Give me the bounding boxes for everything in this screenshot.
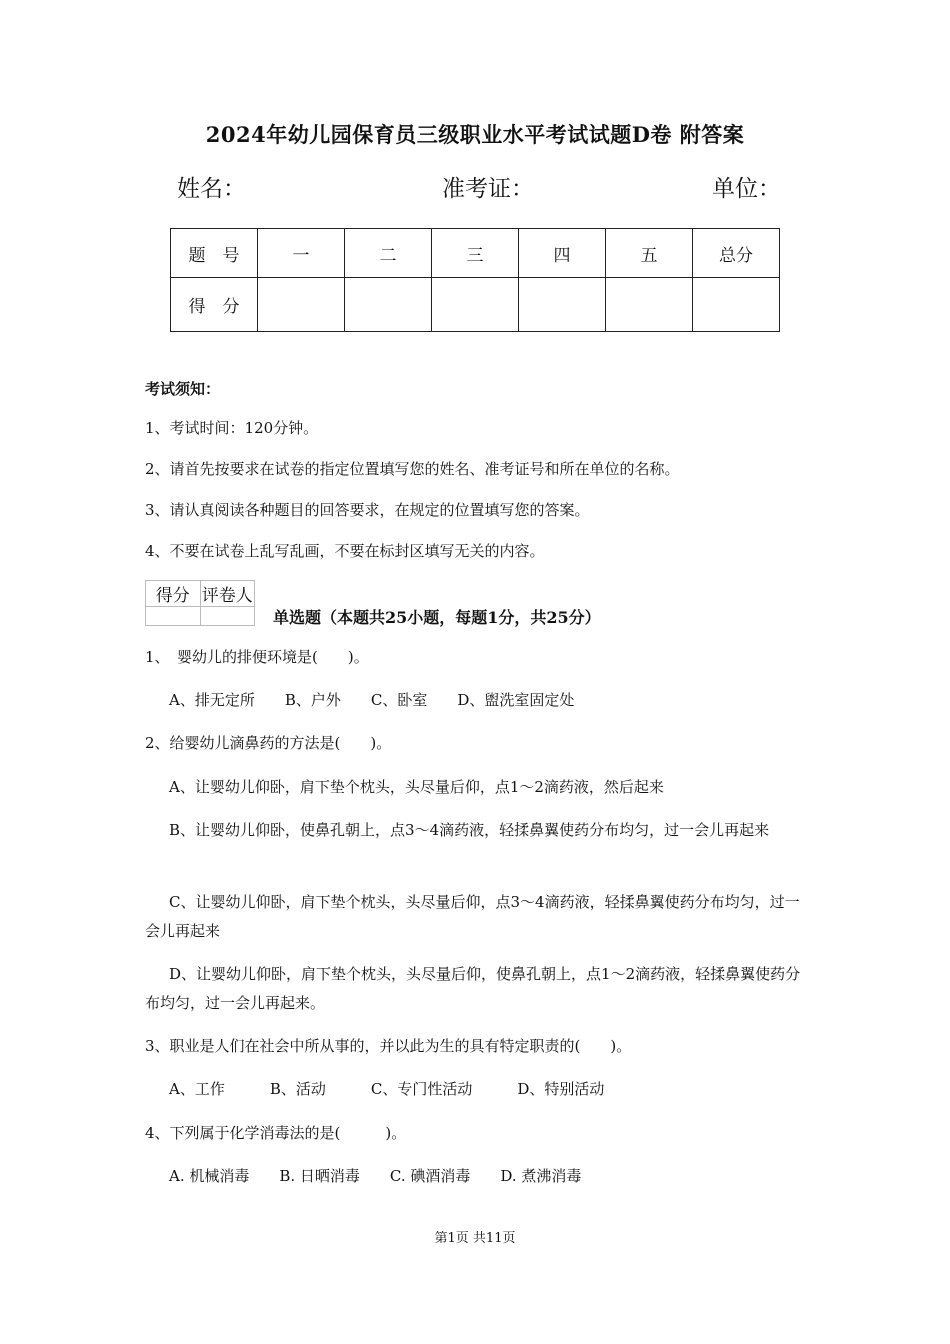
score-table-header-row: [171, 229, 780, 278]
question-option: D、让婴幼儿仰卧，肩下垫个枕头，头尽量后仰，使鼻孔朝上，点1～2滴药液，轻揉鼻翼使药分布均匀，过一会儿再起来。: [145, 965, 801, 1012]
notice-item: 2、请首先按要求在试卷的指定位置填写您的姓名、准考证号和所在单位的名称。: [145, 460, 680, 478]
grader-name-cell[interactable]: [200, 607, 255, 626]
score-cell[interactable]: [693, 278, 780, 332]
grader-name-label: 评卷人: [200, 581, 255, 607]
exam-id-field-label: 准考证：: [442, 176, 534, 202]
score-table-header-cell: 四: [519, 229, 606, 278]
score-cell[interactable]: [432, 278, 519, 332]
question-options: A、排无定所 B、户外 C、卧室 D、盥洗室固定处: [169, 691, 575, 709]
question-options: A. 机械消毒 B. 日晒消毒 C. 碘酒消毒 D. 煮沸消毒: [169, 1167, 582, 1185]
score-row-label: 得 分: [171, 278, 258, 332]
score-table-header-cell: 题 号: [171, 229, 258, 278]
question-stem: 2、给婴幼儿滴鼻药的方法是( )。: [145, 734, 392, 752]
question-option: C、让婴幼儿仰卧，肩下垫个枕头，头尽量后仰，点3～4滴药液，轻揉鼻翼使药分布均匀，过一会儿再起来: [145, 893, 800, 940]
score-table-header-cell: 二: [345, 229, 432, 278]
notice-item: 4、不要在试卷上乱写乱画，不要在标封区填写无关的内容。: [145, 542, 545, 560]
question-options: A、工作 B、活动 C、专门性活动 D、特别活动: [169, 1080, 605, 1098]
question-option: B、让婴幼儿仰卧，使鼻孔朝上，点3～4滴药液，轻揉鼻翼使药分布均匀，过一会儿再起来: [169, 821, 770, 839]
document-title: 2024年幼儿园保育员三级职业水平考试试题D卷 附答案: [205, 122, 745, 147]
question-stem: 1、 婴幼儿的排便环境是( )。: [145, 648, 369, 666]
notice-item: 1、考试时间：120分钟。: [145, 419, 319, 437]
score-table-header-cell: 五: [606, 229, 693, 278]
page-footer: 第1页 共11页: [434, 1231, 516, 1246]
grader-box: [145, 580, 255, 626]
grader-score-label: 得分: [146, 581, 201, 607]
score-cell[interactable]: [519, 278, 606, 332]
score-table-header-cell: 总分: [693, 229, 780, 278]
score-table-header-cell: 三: [432, 229, 519, 278]
score-table-header-cell: 一: [258, 229, 345, 278]
notice-item: 3、请认真阅读各种题目的回答要求，在规定的位置填写您的答案。: [145, 501, 590, 519]
question-option: A、让婴幼儿仰卧，肩下垫个枕头，头尽量后仰，点1～2滴药液，然后起来: [169, 778, 664, 796]
unit-field-label: 单位：: [712, 176, 781, 202]
question-stem: 3、职业是人们在社会中所从事的，并以此为生的具有特定职责的( )。: [145, 1037, 632, 1055]
notice-heading: 考试须知：: [145, 380, 221, 398]
score-table: [170, 228, 780, 332]
score-cell[interactable]: [258, 278, 345, 332]
score-cell[interactable]: [606, 278, 693, 332]
score-cell[interactable]: [345, 278, 432, 332]
score-table-score-row: [171, 278, 780, 332]
name-field-label: 姓名：: [177, 176, 246, 202]
question-stem: 4、下列属于化学消毒法的是( )。: [145, 1124, 407, 1142]
section-heading: 单选题（本题共25小题，每题1分，共25分）: [273, 608, 601, 627]
grader-score-cell[interactable]: [146, 607, 201, 626]
